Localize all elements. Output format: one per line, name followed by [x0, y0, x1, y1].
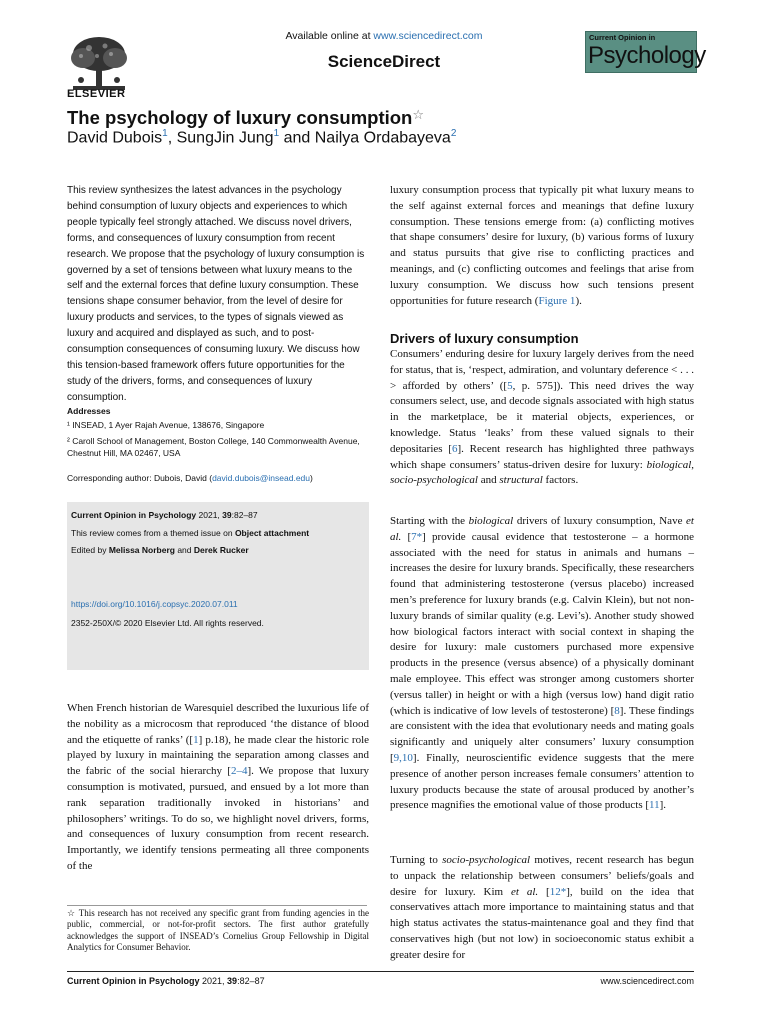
section-heading: Drivers of luxury consumption [390, 331, 579, 346]
citation [71, 510, 258, 520]
reference-link[interactable]: 8 [614, 704, 620, 717]
reference-link[interactable]: 6 [451, 442, 458, 455]
footer-site[interactable]: www.sciencedirect.com [600, 976, 694, 986]
citation-year: 2021, [196, 510, 223, 520]
abstract: This review synthesizes the latest advances in the psychology behind consumption of luxury objects and experiences to which people typically feel strongly attached. We discuss novel drivers, forms, and consequences of luxury consumption from recent research. We propose that the psychology of luxury consumption is governed by a set of tensions between what luxury means to the self and the external forces that define luxury consumption. These tensions shape consumer behavior, from the level of desire for luxury products and services, to the types of signals viewed as luxury and acquired and displayed as such, and to post-consumption consequences of consuming luxury. We discuss how this tension-based framework offers future opportunities for the study of the drivers, forms, and consequences of luxury consumption. [67, 185, 365, 403]
corresponding-author [67, 473, 313, 483]
journal-cover-logo [585, 31, 706, 73]
corresponding-prefix: Corresponding author: Dubois, David ( [67, 473, 213, 483]
footer-citation [67, 976, 265, 986]
citation-journal: Current Opinion in Psychology [71, 510, 197, 520]
text: ], build on the idea that conservatives attach more importance to maintaining status and that high status activates the status-maintenance goal and they find that conservatives high (but not low) in socioeconomic status exhibit a greater desire for [390, 885, 694, 961]
themed-issue [71, 528, 309, 538]
author-sep: and [279, 129, 315, 147]
article-info-box [67, 502, 369, 670]
email-link[interactable]: david.dubois@insead.edu [212, 473, 311, 483]
article-title [67, 107, 424, 129]
author-sep: , [167, 129, 177, 147]
footnote-star-icon[interactable]: ☆ [412, 107, 425, 122]
text: [ [538, 885, 550, 898]
text: ] provide causal evidence that testosterone – a hormone associated with the need for status in animals and humans – increases the desire for luxury brands. Specifically, these researchers found that administering testosterone (versus placebo) increased men’s preference for luxury brands (e.g. Calvin Klein), but not non-luxury brands of similar quality (e.g. Levi’s). Another study showed how biological factors interact with social context in shaping the desire for luxury: male customers purchased more expensive products in the presence (versus absence) of a physically dominant male employee. This effect was stronger among customers shorter (versus taller) in height or with a high (versus low) hand digit ratio (which is indicative of low levels of testosterone) [ [390, 530, 694, 717]
editor-name: Melissa Norberg [108, 545, 175, 555]
emphasis: socio-psychological [442, 854, 531, 866]
footer-journal: Current Opinion in Psychology [67, 976, 200, 986]
text: ). [575, 294, 582, 307]
text: factors. [542, 474, 579, 487]
text: , p. 575]). This need drives the way consumers select, use, and decode signals associated with high status in the marketplace, be it material objects, experiences, or knowledge. Status ‘leaks’ from these valued signals to their depositaries [ [390, 379, 694, 455]
author-name[interactable]: SungJin Jung [176, 129, 274, 147]
emphasis: et al. [390, 515, 694, 543]
text: ]. We propose that luxury consumption is motivated, pursued, and ensued by a lot more than rank separation traditionally invoked in historians’ and philosophers’ writings. To do so, we highlight novel drivers, forms, and consequences of luxury consumption from recent research. Importantly, we identify tensions permeating all three components of the [67, 765, 370, 872]
text: ]. These findings are consistent with the idea that evolutionary needs and mating goals significantly and uniquely alter consumers’ luxury consumption [ [390, 704, 694, 764]
text: ]. Finally, neuroscientific evidence suggests that the mere presence of another person increases female consumers’ attention to luxury products because the state of arousal produced by another’s presence magnifies the emotional value of those products [ [390, 751, 694, 812]
editor-and: and [174, 545, 194, 555]
text: [ [401, 530, 412, 543]
emphasis: biological [468, 515, 514, 527]
author-list [67, 128, 456, 147]
author-name[interactable]: David Dubois [67, 129, 163, 147]
intro-paragraph [67, 701, 369, 875]
journal-cover-small: Current Opinion in [589, 33, 656, 42]
address-1: ¹ INSEAD, 1 Ayer Rajah Avenue, 138676, Singapore [67, 420, 265, 430]
citation-volume: 39 [222, 510, 232, 520]
journal-cover-big: Psychology [588, 42, 706, 69]
addresses-heading: Addresses [67, 406, 111, 416]
footer-divider [67, 971, 694, 972]
affiliation-ref[interactable]: 1 [273, 128, 280, 139]
emphasis: structural [499, 474, 543, 487]
affiliation-ref[interactable]: 1 [162, 128, 168, 139]
footer-volume: 39 [227, 976, 238, 986]
emphasis: et al. [511, 885, 539, 898]
paragraph [390, 514, 694, 814]
issn-copyright: 2352-250X/© 2020 Elsevier Ltd. All rights reserved. [71, 618, 264, 628]
footer-pages: :82–87 [237, 976, 265, 986]
available-prefix: Available online at [285, 30, 374, 42]
text: Starting with the [390, 515, 469, 527]
reference-link[interactable]: 11 [649, 799, 660, 812]
text: and [477, 474, 500, 487]
sciencedirect-link[interactable]: www.sciencedirect.com [373, 30, 483, 42]
publisher-wordmark: ELSEVIER [67, 88, 126, 100]
affiliation-ref[interactable]: 2 [450, 128, 457, 139]
text: Consumers’ enduring desire for luxury largely derives from the need for status, that is, ‘respect, admiration, and voluntary deference < . . . > afforded by others’ ([ [390, 348, 694, 392]
emphasis: socio-psychological [390, 474, 478, 487]
paragraph [390, 183, 694, 309]
author-name[interactable]: Nailya Ordabayeva [314, 129, 451, 147]
footnote-divider [67, 905, 367, 906]
edited-prefix: Edited by [71, 545, 109, 555]
text: luxury consumption process that typically pit what luxury means to the self against external forces and meanings that define luxury consumption. These tensions emerge from: (a) conflicting motives that shape consumers’ desire for luxury, (b) various forms of luxury and status pursuits that give rise to conflicting practices and meanings, and (c) conflicting outcomes and feelings that arise from luxury consumption. We discuss how such tensions present opportunities for future research ( [390, 184, 694, 307]
text: ] p.18), he made clear the historic role played by luxury in maintaining the separation among classes and the fabric of the social hierarchy [ [67, 733, 370, 778]
text: Turning to [390, 854, 443, 866]
text: When French historian de Waresquiel described the luxurious life of the nobility as a microcosm that reproduced ‘the distance of blood and the etiquette of ranks’ ([ [67, 702, 369, 746]
citation-pages: :82–87 [231, 510, 258, 520]
reference-link[interactable]: 2–4 [230, 765, 248, 778]
reference-link[interactable]: 12* [549, 885, 567, 898]
corresponding-suffix: ) [310, 473, 313, 483]
paragraph [390, 853, 694, 964]
text: drivers of luxury consumption, Nave [513, 515, 687, 527]
theme-name: Object attachment [234, 528, 310, 538]
figure-link[interactable]: Figure 1 [538, 294, 576, 307]
doi-link[interactable]: https://doi.org/10.1016/j.copsyc.2020.07.011 [71, 599, 238, 609]
text: ]. [659, 799, 667, 812]
address-2: ² Caroll School of Management, Boston College, 140 Commonwealth Avenue, Chestnut Hill, MA 02467, USA [67, 436, 360, 458]
reference-link[interactable]: 9,10 [393, 751, 413, 764]
sciencedirect-brand: ScienceDirect [327, 52, 441, 71]
text: motives, recent research has begun to unpack the relationship between consumers’ beliefs/goals and desire for luxury. Kim [390, 854, 694, 898]
reference-link[interactable]: 1 [193, 733, 199, 746]
reference-link[interactable]: 5 [507, 379, 513, 392]
title-footnote: ☆ This research has not received any specific grant from funding agencies in the public, commercial, or not-for-profit sectors. The first author gratefully acknowledges the support of INSEAD’s Cornelius Group Fellowship in Digital Analytics for Consumer Behavior. [67, 908, 369, 953]
emphasis: biological [646, 458, 692, 471]
footer-year: 2021, [199, 976, 228, 986]
reference-link[interactable]: 7* [411, 530, 423, 543]
theme-prefix: This review comes from a themed issue on [71, 528, 235, 538]
text: ]. Recent research has highlighted three pathways which shape consumers’ status-driven desire for luxury: [390, 442, 695, 471]
editors [71, 545, 249, 555]
text: , [691, 458, 694, 471]
paragraph [390, 347, 694, 489]
title-text: The psychology of luxury consumption [67, 107, 413, 128]
editor-name: Derek Rucker [193, 545, 249, 555]
